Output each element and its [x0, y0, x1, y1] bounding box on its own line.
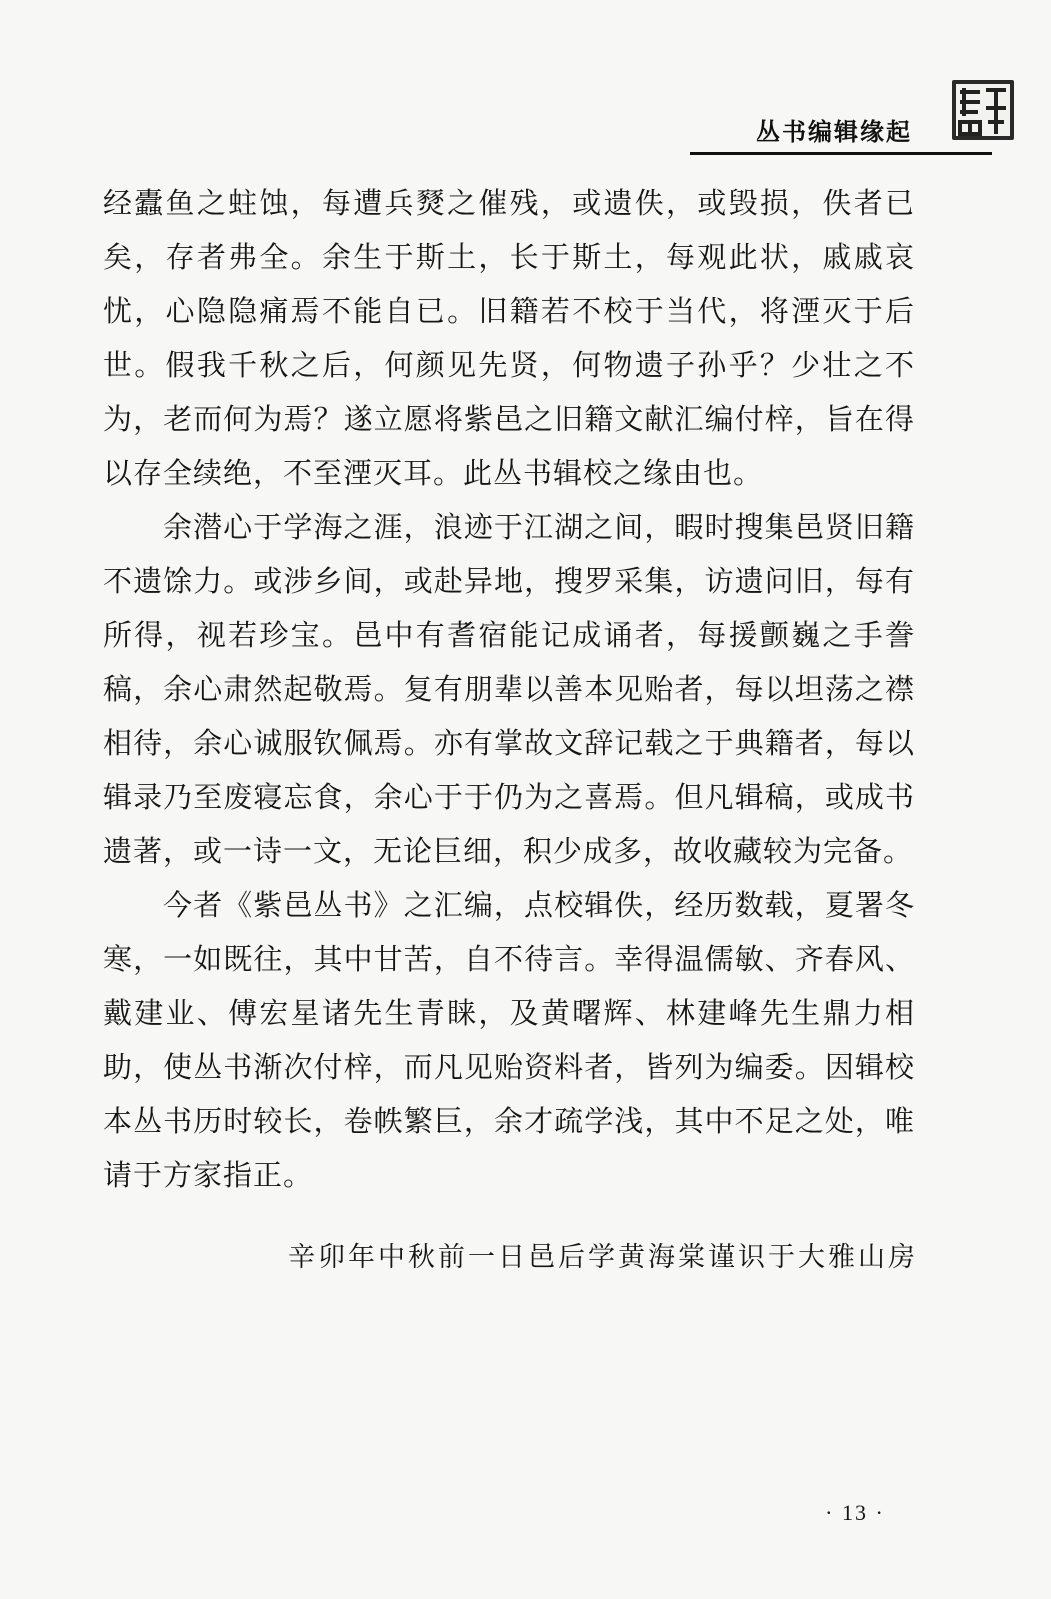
paragraph-2: 余潜心于学海之涯，浪迹于江湖之间，暇时搜集邑贤旧籍不遗馀力。或涉乡间，或赴异地，搜罗采集，访遗问旧，每有所得，视若珍宝。邑中有耆宿能记成诵者，每援颤巍之手誊稿，余心肃然起敬焉。复有朋辈以善本见贻者，每以坦荡之襟相待，余心诚服钦佩焉。亦有掌故文辞记载之于典籍者，每以辑录乃至废寝忘食，余心于于仍为之喜焉。但凡辑稿，或成书遗著，或一诗一文，无论巨细，积少成多，故收藏较为完备。 — [103, 510, 915, 868]
header-rule — [690, 152, 992, 155]
page-number: · 13 · — [825, 1500, 885, 1525]
paragraph-3: 今者《紫邑丛书》之汇编，点校辑佚，经历数载，夏署冬寒，一如既往，其中甘苦，自不待言。幸得温儒敏、齐春风、戴建业、傅宏星诸先生青睐，及黄曙辉、林建峰先生鼎力相助，使丛书渐次付梓，而凡见贻资料者，皆列为编委。因辑校本丛书历时较长，卷帙繁巨，余才疏学浅，其中不足之处，唯请于方家指正。 — [103, 888, 915, 1192]
running-header — [690, 100, 992, 160]
seal-emblem — [950, 78, 1016, 142]
signature-line: 辛卯年中秋前一日邑后学黄海棠谨识于大雅山房 — [288, 1242, 918, 1273]
paragraph-1: 经蠹鱼之蛀蚀，每遭兵燹之催残，或遗佚，或毁损，佚者已矣，存者弗全。余生于斯土，长于斯土，每观此状，戚戚哀忧，心隐隐痛焉不能自已。旧籍若不校于当代，将湮灭于后世。假我千秋之后，何颜见先贤，何物遗子孙乎？少壮之不为，老而何为焉？遂立愿将紫邑之旧籍文献汇编付梓，旨在得以存全续绝，不至湮灭耳。此丛书辑校之缘由也。 — [103, 186, 915, 490]
section-title: 丛书编辑缘起 — [756, 118, 912, 146]
body-text — [103, 176, 915, 1202]
